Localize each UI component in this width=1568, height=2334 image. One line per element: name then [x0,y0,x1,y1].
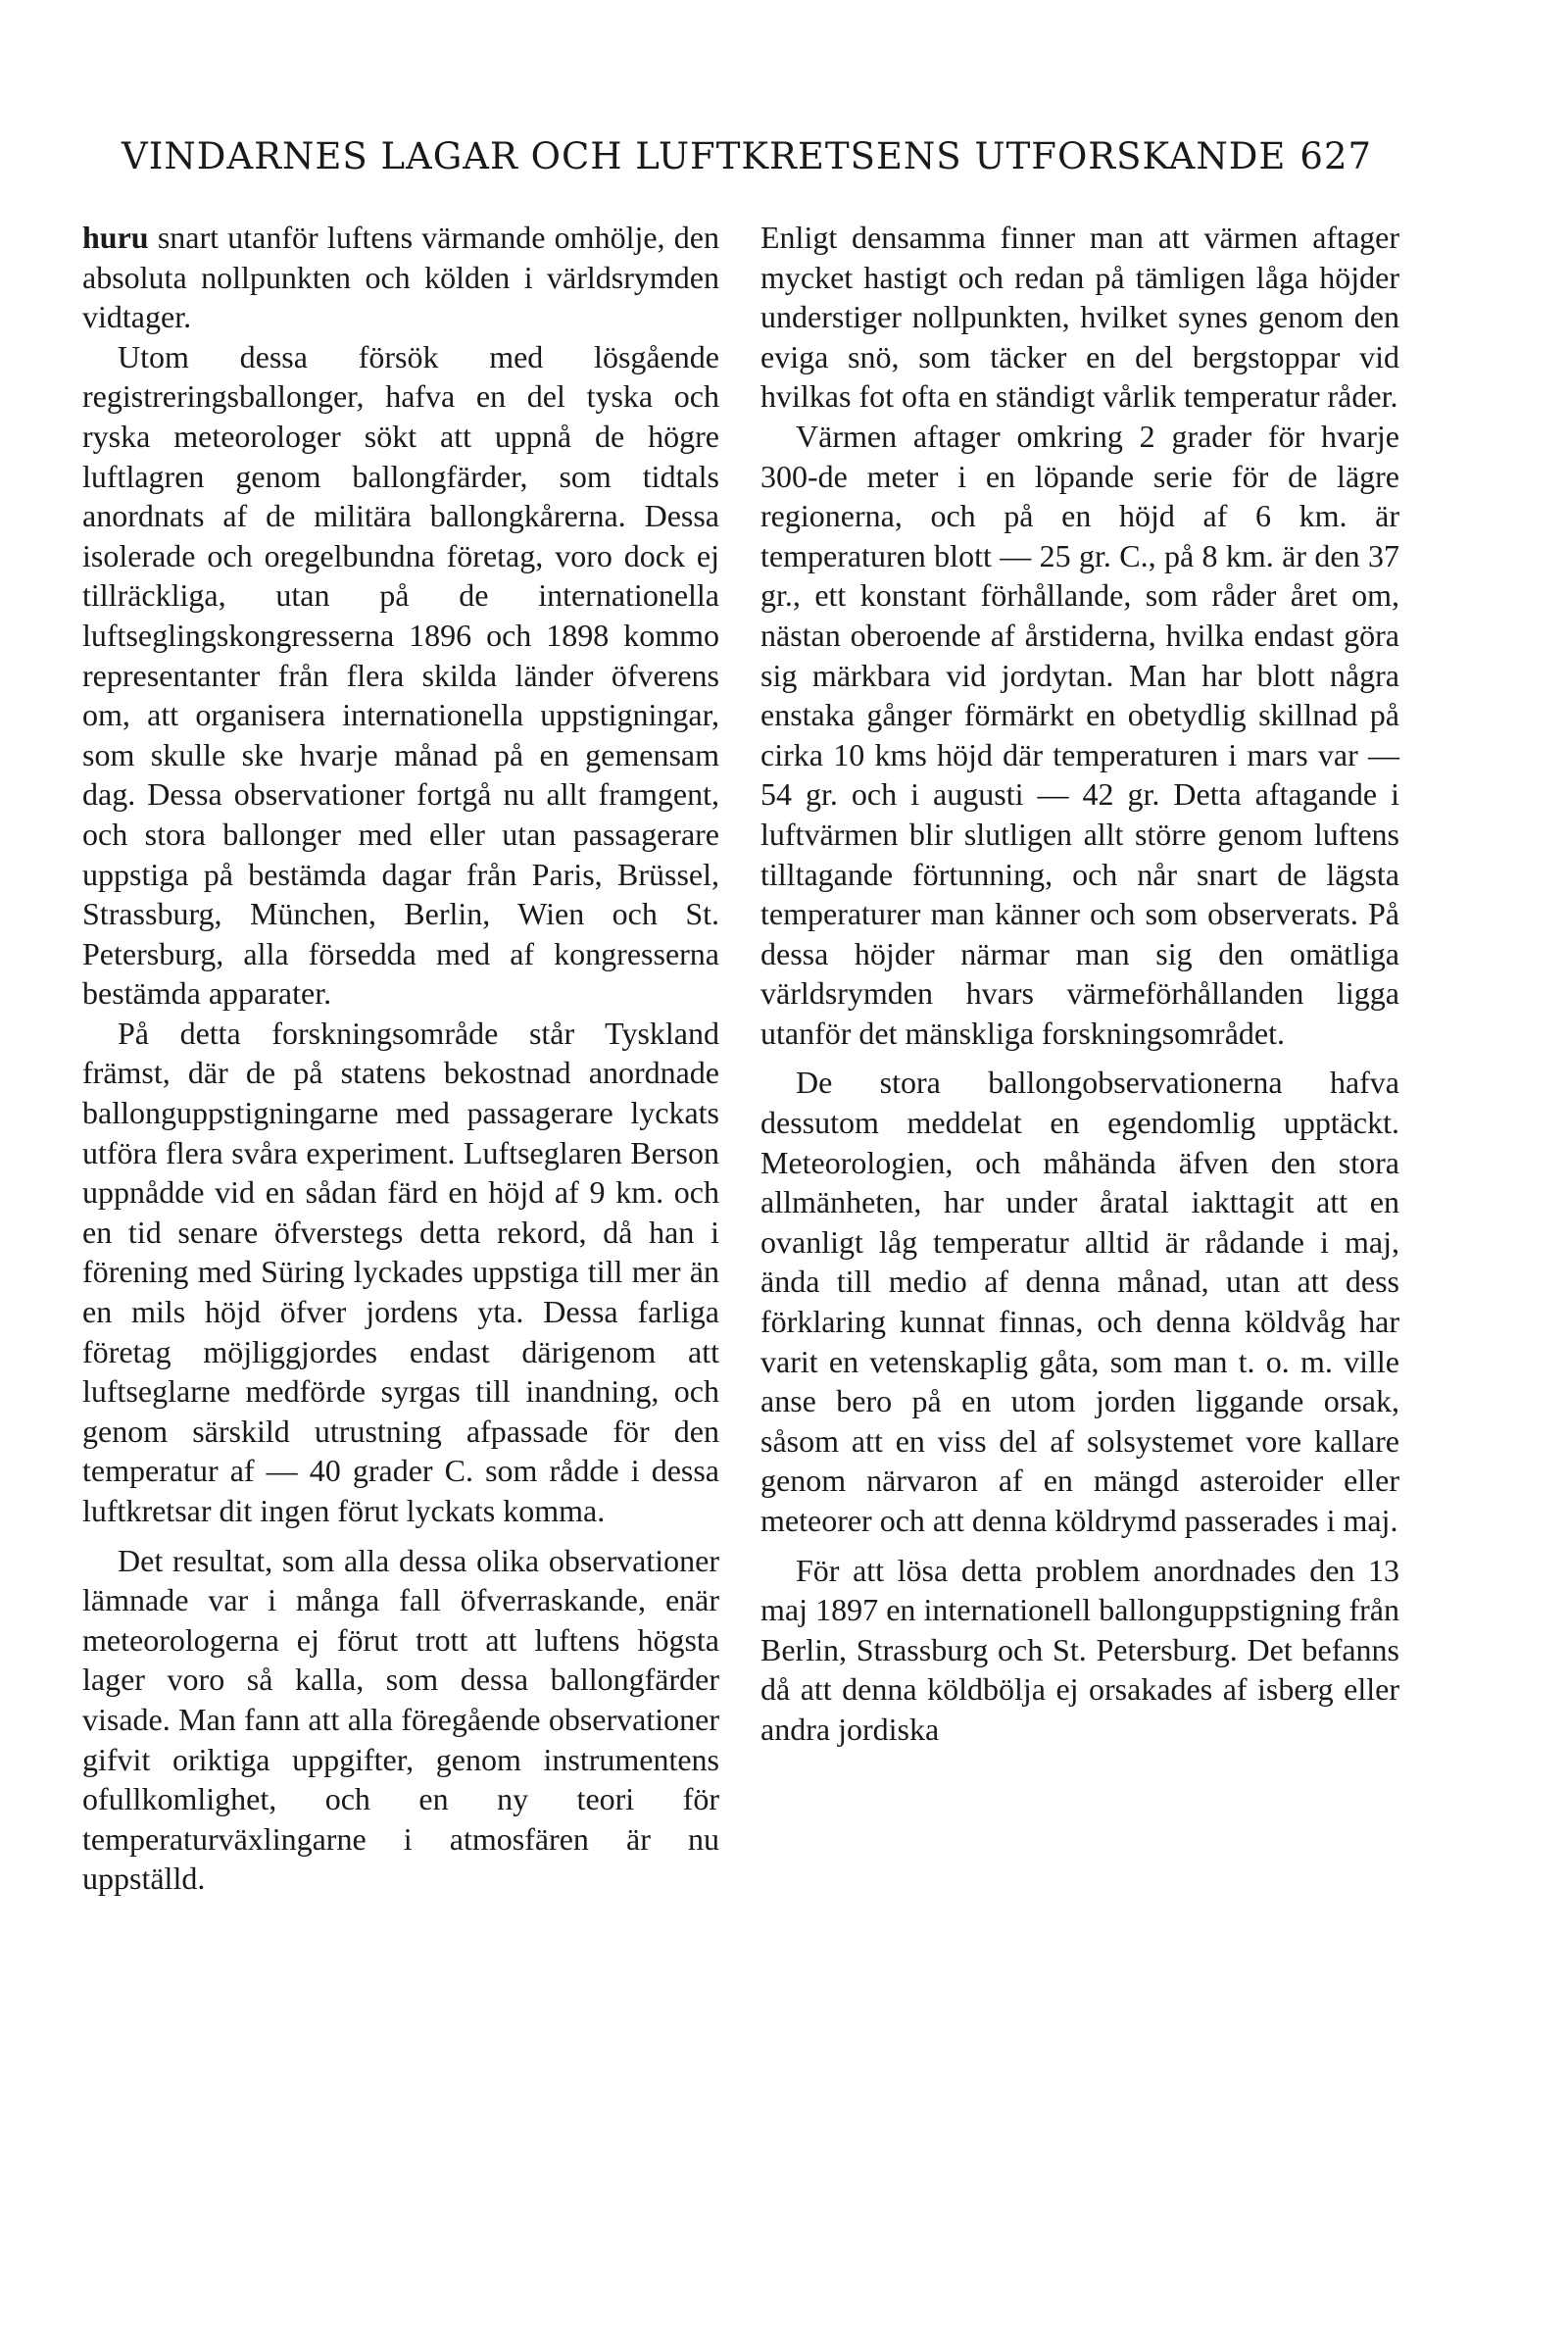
paragraph: Utom dessa försök med lösgående registreringsballonger, hafva en del tyska och ryska meteorologer sökt att uppnå de högre luftlagren genom ballongfärder, som tidtals anordnats af de militära ballongkårerna. Dessa isolerade och oregelbundna företag, voro dock ej tillräckliga, utan på de internationella luftseglingskongresserna 1896 och 1898 kommo representanter från flera skilda länder öfverens om, att organisera internationella uppstigningar, som skulle ske hvarje månad på en gemensam dag. Dessa observationer fortgå nu allt framgent, och stora ballonger med eller utan passagerare uppstiga på bestämda dagar från Paris, Brüssel, Strassburg, München, Berlin, Wien och St. Petersburg, alla försedda med af kongresserna bestämda apparater. [82,338,719,1012]
paragraph: De stora ballongobservationerna hafva dessutom meddelat en egendomlig upptäckt. Meteorologien, och måhända äfven den stora allmänheten, har under åratal iakttagit att en ovanligt låg temperatur alltid är rådande i maj, ända till medio af denna månad, utan att dess förklaring kunnat finnas, och denna köldvåg har varit en vetenskaplig gåta, som man t. o. m. ville anse bero på en utom jorden liggande orsak, såsom att en viss del af solsystemet vore kallare genom närvaron af en mängd asteroider eller meteorer och att denna köldrymd passerades i maj. [760,1065,1399,1538]
paragraph-text: snart utanför luftens värmande omhölje, den absoluta nollpunkten och kölden i världsrymden vidtager. [82,220,719,335]
paragraph: På detta forskningsområde står Tyskland främst, där de på statens bekostnad anordnade ballonguppstigningarne med passagerare lyckats utföra flera svåra experiment. Luftseglaren Berson uppnådde vid en sådan färd en höjd af 9 km. och en tid senare öfverstegs detta rekord, då han i förening med Süring lyckades uppstiga till mer än en mils höjd öfver jordens yta. Dessa farliga företag möjliggjordes endast därigenom att luftseglarne medförde syrgas till inandning, och genom särskild utrustning afpassade för den temperatur af — 40 grader C. som rådde i dessa luftkretsar dit ingen förut lyckats komma. [82,1015,719,1528]
paragraph [82,218,719,337]
paragraph-lead: huru [82,220,149,255]
paragraph: För att lösa detta problem anordnades den 13 maj 1897 en internationell ballonguppstigning från Berlin, Strassburg och St. Petersburg. Det befanns då att denna köldbölja ej orsakades af isberg eller andra jordiska [760,1552,1399,1747]
left-column [82,218,719,1899]
page-number: 627 [1299,135,1373,177]
right-column [760,218,1399,1750]
paragraph: Enligt densamma finner man att värmen aftager mycket hastigt och redan på tämligen låga höjder understiger nollpunkten, hvilket synes genom den eviga snö, som täcker en del bergstoppar vid hvilkas fot ofta en ständigt vårlik temperatur råder. [760,220,1399,415]
paragraph: Det resultat, som alla dessa olika observationer lämnade var i många fall öfverraskande, enär meteorologerna ej förut trott att luftens högsta lager voro så kalla, som dessa ballongfärder visade. Man fann att alla föregående observationer gifvit oriktiga uppgifter, genom instrumentens ofullkomlighet, och en ny teori för temperaturväxlingarne i atmosfären är nu uppställd. [82,1542,719,1897]
chapter-title: VINDARNES LAGAR OCH LUFTKRETSENS UTFORSKANDE [122,135,1287,177]
running-head [122,135,1396,177]
paragraph: Värmen aftager omkring 2 grader för hvarje 300-de meter i en löpande serie för de lägre regionerna, och på en höjd af 6 km. är temperaturen blott — 25 gr. C., på 8 km. är den 37 gr., ett konstant förhållande, som råder året om, nästan oberoende af årstiderna, hvilka endast göra sig märkbara vid jordytan. Man har blott några enstaka gånger förmärkt en obetydlig skillnad på cirka 10 kms höjd där temperaturen i mars var — 54 gr. och i augusti — 42 gr. Detta aftagande i luftvärmen blir slutligen allt större genom luftens tilltagande förtunning, och når snart de lägsta temperaturer man känner och som observerats. På dessa höjder närmar man sig den omätliga världsrymden hvars värmeförhållanden ligga utanför det mänskliga forskningsområdet. [760,418,1399,1051]
